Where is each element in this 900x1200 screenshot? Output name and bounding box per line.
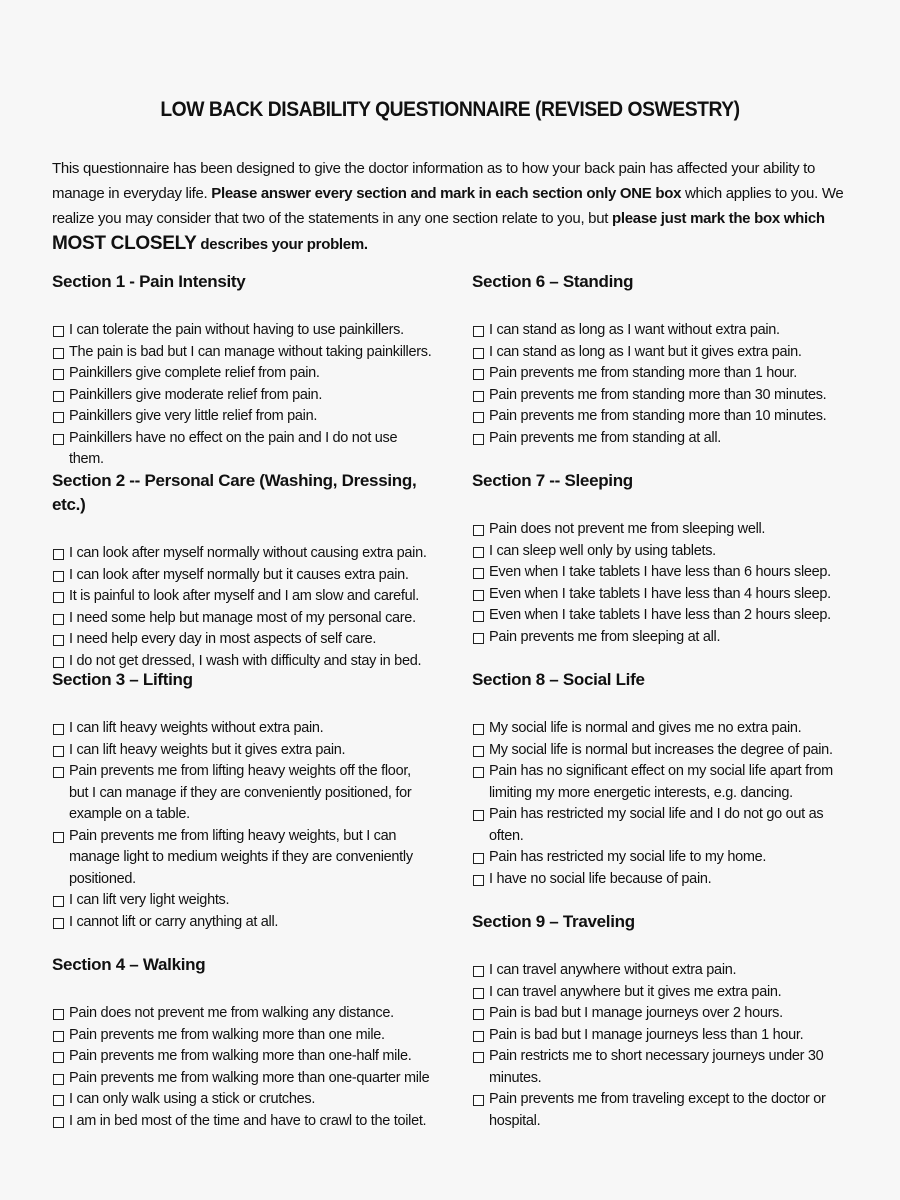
option-label: Pain prevents me from lifting heavy weights, but I can manage light to medium weights if they are conveniently positioned. bbox=[69, 827, 413, 887]
checkbox[interactable] bbox=[53, 767, 64, 778]
option-label: I can only walk using a stick or crutches. bbox=[69, 1091, 316, 1107]
checkbox[interactable] bbox=[473, 568, 484, 579]
option-label: Pain prevents me from standing at all. bbox=[489, 429, 721, 446]
section-6 bbox=[472, 270, 852, 449]
checkbox[interactable] bbox=[473, 326, 484, 337]
option-item[interactable] bbox=[52, 543, 432, 565]
option-label: Pain prevents me from walking more than one-quarter mile bbox=[69, 1069, 430, 1086]
intro-text-1: This questionnaire has been designed to give the doctor information as to how your back pain has affected your ability to manage in everyday life. bbox=[52, 160, 816, 202]
option-label: Pain prevents me from walking more than one-half mile. bbox=[69, 1048, 412, 1064]
option-label: Pain restricts me to short necessary journeys under 30 minutes. bbox=[489, 1048, 824, 1086]
option-item[interactable] bbox=[472, 982, 852, 1004]
checkbox[interactable] bbox=[53, 1095, 64, 1106]
option-label: Pain prevents me from walking more than one mile. bbox=[69, 1026, 385, 1043]
checkbox[interactable] bbox=[53, 571, 64, 582]
option-item[interactable] bbox=[52, 1089, 432, 1111]
section-title: Section 7 -- Sleeping bbox=[472, 471, 633, 490]
option-item[interactable] bbox=[52, 826, 432, 891]
checkbox[interactable] bbox=[473, 412, 484, 423]
section-1 bbox=[52, 270, 432, 471]
option-item[interactable] bbox=[52, 1068, 432, 1090]
option-item[interactable] bbox=[472, 584, 852, 606]
option-item[interactable] bbox=[472, 1089, 852, 1132]
checkbox[interactable] bbox=[53, 549, 64, 560]
option-item[interactable] bbox=[472, 960, 852, 982]
section-3 bbox=[52, 668, 432, 933]
option-label: Pain has no significant effect on my social life apart from limiting my more energetic interests, e.g. dancing. bbox=[489, 763, 833, 801]
section-2 bbox=[52, 469, 432, 672]
option-item[interactable] bbox=[472, 406, 852, 428]
checkbox[interactable] bbox=[53, 1052, 64, 1063]
option-label: I need some help but manage most of my personal care. bbox=[69, 609, 416, 626]
checkbox[interactable] bbox=[473, 1052, 484, 1063]
option-item[interactable] bbox=[52, 586, 432, 608]
option-item[interactable] bbox=[52, 740, 432, 762]
option-label: Pain has restricted my social life to my home. bbox=[489, 849, 767, 865]
intro-bold-1: Please answer every section and mark in each section only ONE box bbox=[211, 185, 682, 202]
option-label: Even when I take tablets I have less than 4 hours sleep. bbox=[489, 585, 831, 602]
checkbox[interactable] bbox=[53, 412, 64, 423]
checkbox[interactable] bbox=[473, 810, 484, 821]
option-item[interactable] bbox=[472, 320, 852, 342]
checkbox[interactable] bbox=[53, 614, 64, 625]
option-label: I can travel anywhere without extra pain. bbox=[489, 962, 737, 978]
option-item[interactable] bbox=[52, 342, 432, 364]
option-item[interactable] bbox=[472, 605, 852, 627]
checkbox[interactable] bbox=[473, 767, 484, 778]
checkbox[interactable] bbox=[473, 724, 484, 735]
option-label: Pain does not prevent me from walking any distance. bbox=[69, 1005, 394, 1021]
section-title: Section 3 – Lifting bbox=[52, 670, 193, 689]
section-title: Section 9 – Traveling bbox=[472, 912, 635, 931]
option-item[interactable] bbox=[52, 1111, 432, 1133]
section-title: Section 6 – Standing bbox=[472, 272, 634, 291]
option-label: Pain prevents me from sleeping at all. bbox=[489, 628, 721, 645]
section-7 bbox=[472, 469, 852, 648]
option-label: I can look after myself normally without causing extra pain. bbox=[69, 545, 427, 561]
option-item[interactable] bbox=[52, 912, 432, 934]
option-item[interactable] bbox=[52, 890, 432, 912]
intro-text-2: which applies to you. We realize you may consider that two of the statements in any one section relate to you, but bbox=[52, 185, 844, 227]
option-label: I can tolerate the pain without having to use painkillers. bbox=[69, 322, 404, 338]
option-item[interactable] bbox=[52, 718, 432, 740]
option-item[interactable] bbox=[52, 1003, 432, 1025]
checkbox[interactable] bbox=[53, 326, 64, 337]
option-label: I have no social life because of pain. bbox=[489, 870, 712, 887]
checkbox[interactable] bbox=[53, 918, 64, 929]
option-item[interactable] bbox=[52, 428, 432, 471]
option-label: Pain prevents me from standing more than 1 hour. bbox=[489, 365, 797, 381]
checkbox[interactable] bbox=[53, 369, 64, 380]
option-item[interactable] bbox=[472, 342, 852, 364]
option-label: Pain is bad but I manage journeys less than 1 hour. bbox=[489, 1026, 804, 1043]
option-item[interactable] bbox=[472, 428, 852, 450]
section-4 bbox=[52, 953, 432, 1132]
option-label: I can stand as long as I want but it gives extra pain. bbox=[489, 343, 802, 360]
option-item[interactable] bbox=[52, 406, 432, 428]
page-title: LOW BACK DISABILITY QUESTIONNAIRE (REVISED OSWESTRY) bbox=[160, 98, 740, 121]
option-item[interactable] bbox=[52, 1025, 432, 1047]
checkbox[interactable] bbox=[473, 1031, 484, 1042]
checkbox[interactable] bbox=[53, 724, 64, 735]
option-label: My social life is normal but increases the degree of pain. bbox=[489, 741, 833, 758]
option-label: Painkillers give very little relief from pain. bbox=[69, 408, 318, 424]
option-label: I need help every day in most aspects of self care. bbox=[69, 631, 377, 647]
option-item[interactable] bbox=[472, 562, 852, 584]
option-label: Even when I take tablets I have less than 6 hours sleep. bbox=[489, 564, 831, 580]
option-label: I can sleep well only by using tablets. bbox=[489, 542, 716, 559]
option-item[interactable] bbox=[472, 1046, 852, 1089]
option-item[interactable] bbox=[52, 608, 432, 630]
option-label: Pain prevents me from traveling except to the doctor or hospital. bbox=[489, 1091, 826, 1129]
option-label: Pain prevents me from standing more than 10 minutes. bbox=[489, 408, 827, 424]
checkbox[interactable] bbox=[53, 1074, 64, 1085]
option-label: I can look after myself normally but it causes extra pain. bbox=[69, 566, 409, 583]
option-item[interactable] bbox=[472, 847, 852, 869]
checkbox[interactable] bbox=[473, 988, 484, 999]
option-item[interactable] bbox=[472, 761, 852, 804]
checkbox[interactable] bbox=[473, 966, 484, 977]
checkbox[interactable] bbox=[473, 348, 484, 359]
section-9 bbox=[472, 910, 852, 1132]
checkbox[interactable] bbox=[473, 875, 484, 886]
checkbox[interactable] bbox=[53, 348, 64, 359]
checkbox[interactable] bbox=[53, 746, 64, 757]
option-item[interactable] bbox=[52, 320, 432, 342]
option-label: The pain is bad but I can manage without taking painkillers. bbox=[69, 343, 432, 360]
option-label: I am in bed most of the time and have to crawl to the toilet. bbox=[69, 1112, 427, 1129]
checkbox[interactable] bbox=[473, 746, 484, 757]
option-label: Even when I take tablets I have less than 2 hours sleep. bbox=[489, 607, 831, 623]
intro-emphasis: MOST CLOSELY bbox=[52, 233, 197, 254]
checkbox[interactable] bbox=[53, 1009, 64, 1020]
option-item[interactable] bbox=[472, 740, 852, 762]
option-label: I can stand as long as I want without extra pain. bbox=[489, 322, 780, 338]
checkbox[interactable] bbox=[473, 611, 484, 622]
checkbox[interactable] bbox=[53, 1031, 64, 1042]
option-item[interactable] bbox=[52, 363, 432, 385]
checkbox[interactable] bbox=[473, 391, 484, 402]
option-item[interactable] bbox=[472, 804, 852, 847]
option-item[interactable] bbox=[52, 385, 432, 407]
checkbox[interactable] bbox=[473, 1095, 484, 1106]
option-item[interactable] bbox=[472, 869, 852, 891]
checkbox[interactable] bbox=[53, 592, 64, 603]
option-label: Pain prevents me from lifting heavy weights off the floor, but I can manage if they are conveniently positioned, for example on a table. bbox=[69, 763, 412, 822]
option-label: It is painful to look after myself and I am slow and careful. bbox=[69, 588, 420, 604]
checkbox[interactable] bbox=[473, 547, 484, 558]
option-label: My social life is normal and gives me no extra pain. bbox=[489, 720, 802, 736]
option-item[interactable] bbox=[52, 565, 432, 587]
section-title: Section 4 – Walking bbox=[52, 955, 206, 974]
option-item[interactable] bbox=[472, 1003, 852, 1025]
option-item[interactable] bbox=[472, 519, 852, 541]
checkbox[interactable] bbox=[473, 590, 484, 601]
checkbox[interactable] bbox=[53, 896, 64, 907]
intro-bold-3: describes your problem. bbox=[196, 236, 368, 253]
option-label: I can travel anywhere but it gives me extra pain. bbox=[489, 983, 782, 1000]
option-label: Painkillers have no effect on the pain and I do not use them. bbox=[69, 429, 398, 467]
checkbox[interactable] bbox=[473, 525, 484, 536]
option-item[interactable] bbox=[472, 541, 852, 563]
checkbox[interactable] bbox=[53, 391, 64, 402]
checkbox[interactable] bbox=[53, 434, 64, 445]
checkbox[interactable] bbox=[473, 853, 484, 864]
section-title: Section 1 - Pain Intensity bbox=[52, 272, 246, 291]
option-label: I can lift heavy weights without extra pain. bbox=[69, 720, 324, 736]
option-item[interactable] bbox=[472, 363, 852, 385]
option-label: Pain has restricted my social life and I do not go out as often. bbox=[489, 806, 824, 844]
checkbox[interactable] bbox=[53, 635, 64, 646]
option-label: Painkillers give moderate relief from pain. bbox=[69, 386, 323, 403]
checkbox[interactable] bbox=[473, 1009, 484, 1020]
checkbox[interactable] bbox=[473, 369, 484, 380]
option-item[interactable] bbox=[52, 1046, 432, 1068]
checkbox[interactable] bbox=[53, 657, 64, 668]
option-label: I can lift heavy weights but it gives extra pain. bbox=[69, 741, 346, 758]
option-item[interactable] bbox=[52, 629, 432, 651]
option-item[interactable] bbox=[472, 1025, 852, 1047]
option-label: Pain prevents me from standing more than 30 minutes. bbox=[489, 386, 827, 403]
option-label: I can lift very light weights. bbox=[69, 892, 230, 908]
checkbox[interactable] bbox=[53, 832, 64, 843]
option-label: Pain does not prevent me from sleeping well. bbox=[489, 521, 766, 537]
option-label: Pain is bad but I manage journeys over 2 hours. bbox=[489, 1005, 783, 1021]
option-item[interactable] bbox=[52, 761, 432, 826]
intro-bold-2: please just mark the box which bbox=[612, 210, 825, 227]
section-title: Section 2 -- Personal Care (Washing, Dressing, etc.) bbox=[52, 471, 417, 514]
checkbox[interactable] bbox=[473, 434, 484, 445]
intro-paragraph bbox=[52, 156, 852, 257]
option-item[interactable] bbox=[472, 627, 852, 649]
option-item[interactable] bbox=[472, 718, 852, 740]
checkbox[interactable] bbox=[473, 633, 484, 644]
section-title: Section 8 – Social Life bbox=[472, 670, 645, 689]
option-item[interactable] bbox=[472, 385, 852, 407]
section-8 bbox=[472, 668, 852, 890]
option-label: I do not get dressed, I wash with difficulty and stay in bed. bbox=[69, 652, 422, 669]
option-label: Painkillers give complete relief from pain. bbox=[69, 365, 320, 381]
checkbox[interactable] bbox=[53, 1117, 64, 1128]
option-label: I cannot lift or carry anything at all. bbox=[69, 913, 279, 930]
